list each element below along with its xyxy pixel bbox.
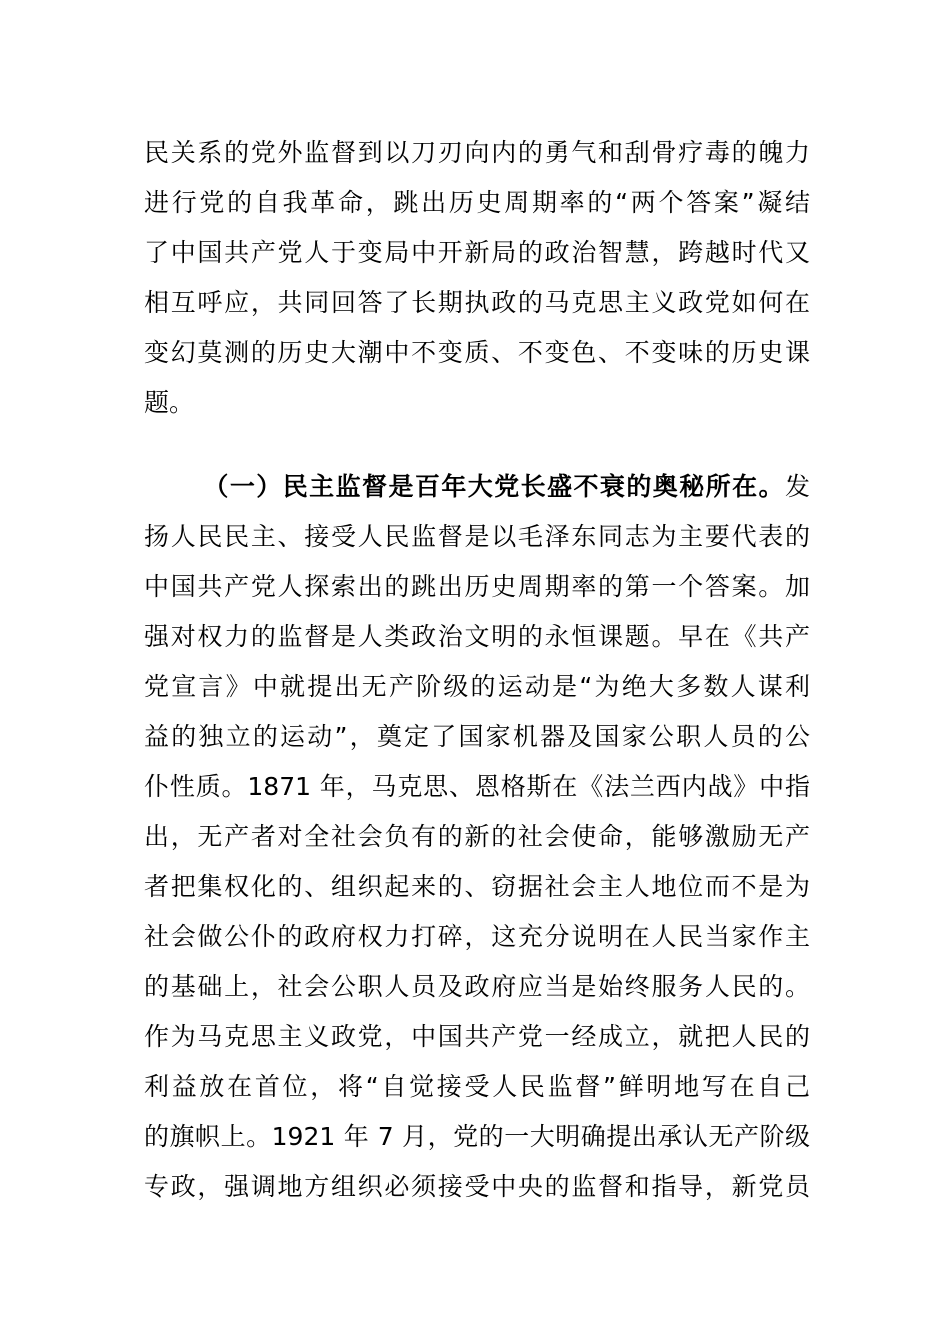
paragraph-2-first-line [144, 462, 810, 512]
paragraph-1-line: 题。 [144, 388, 195, 417]
first-line-rest: 发 [784, 472, 810, 501]
paragraph-2-line: 益的独立的运动”，奠定了国家机器及国家公职人员的公 [144, 722, 810, 751]
paragraph-2-line: 扬人民民主、接受人民监督是以毛泽东同志为主要代表的 [144, 522, 810, 551]
paragraph-2-line: 者把集权化的、组织起来的、窃据社会主人地位而不是为 [144, 872, 810, 901]
paragraph-2 [144, 462, 810, 1212]
paragraph-2-line: 党宣言》中就提出无产阶级的运动是“为绝大多数人谋利 [144, 672, 810, 701]
paragraph-2-line: 中国共产党人探索出的跳出历史周期率的第一个答案。加 [144, 572, 810, 601]
paragraph-1-line: 民关系的党外监督到以刀刃向内的勇气和刮骨疗毒的魄力 [144, 138, 810, 167]
paragraph-1-line: 了中国共产党人于变局中开新局的政治智慧，跨越时代又 [144, 238, 810, 267]
paragraph-1-line: 变幻莫测的历史大潮中不变质、不变色、不变味的历史课 [144, 338, 810, 367]
section-heading: （一）民主监督是百年大党长盛不衰的奥秘所在。 [202, 472, 785, 501]
paragraph-2-line: 作为马克思主义政党，中国共产党一经成立，就把人民的 [144, 1022, 810, 1051]
paragraph-1-line: 相互呼应，共同回答了长期执政的马克思主义政党如何在 [144, 288, 810, 317]
paragraph-2-line: 的旗帜上。1921 年 7 月，党的一大明确提出承认无产阶级 [144, 1122, 810, 1151]
paragraph-2-line: 社会做公仆的政府权力打碎，这充分说明在人民当家作主 [144, 922, 810, 951]
paragraph-2-line: 强对权力的监督是人类政治文明的永恒课题。早在《共产 [144, 622, 810, 651]
paragraph-1 [144, 128, 810, 428]
paragraph-2-line: 出，无产者对全社会负有的新的社会使命，能够激励无产 [144, 822, 810, 851]
paragraph-2-line: 专政，强调地方组织必须接受中央的监督和指导，新党员 [144, 1172, 810, 1201]
paragraph-1-line: 进行党的自我革命，跳出历史周期率的“两个答案”凝结 [144, 188, 810, 217]
paragraph-2-line: 仆性质。1871 年，马克思、恩格斯在《法兰西内战》中指 [144, 772, 810, 801]
paragraph-2-line: 的基础上，社会公职人员及政府应当是始终服务人民的。 [144, 972, 810, 1001]
paragraph-2-line: 利益放在首位，将“自觉接受人民监督”鲜明地写在自己 [144, 1072, 810, 1101]
